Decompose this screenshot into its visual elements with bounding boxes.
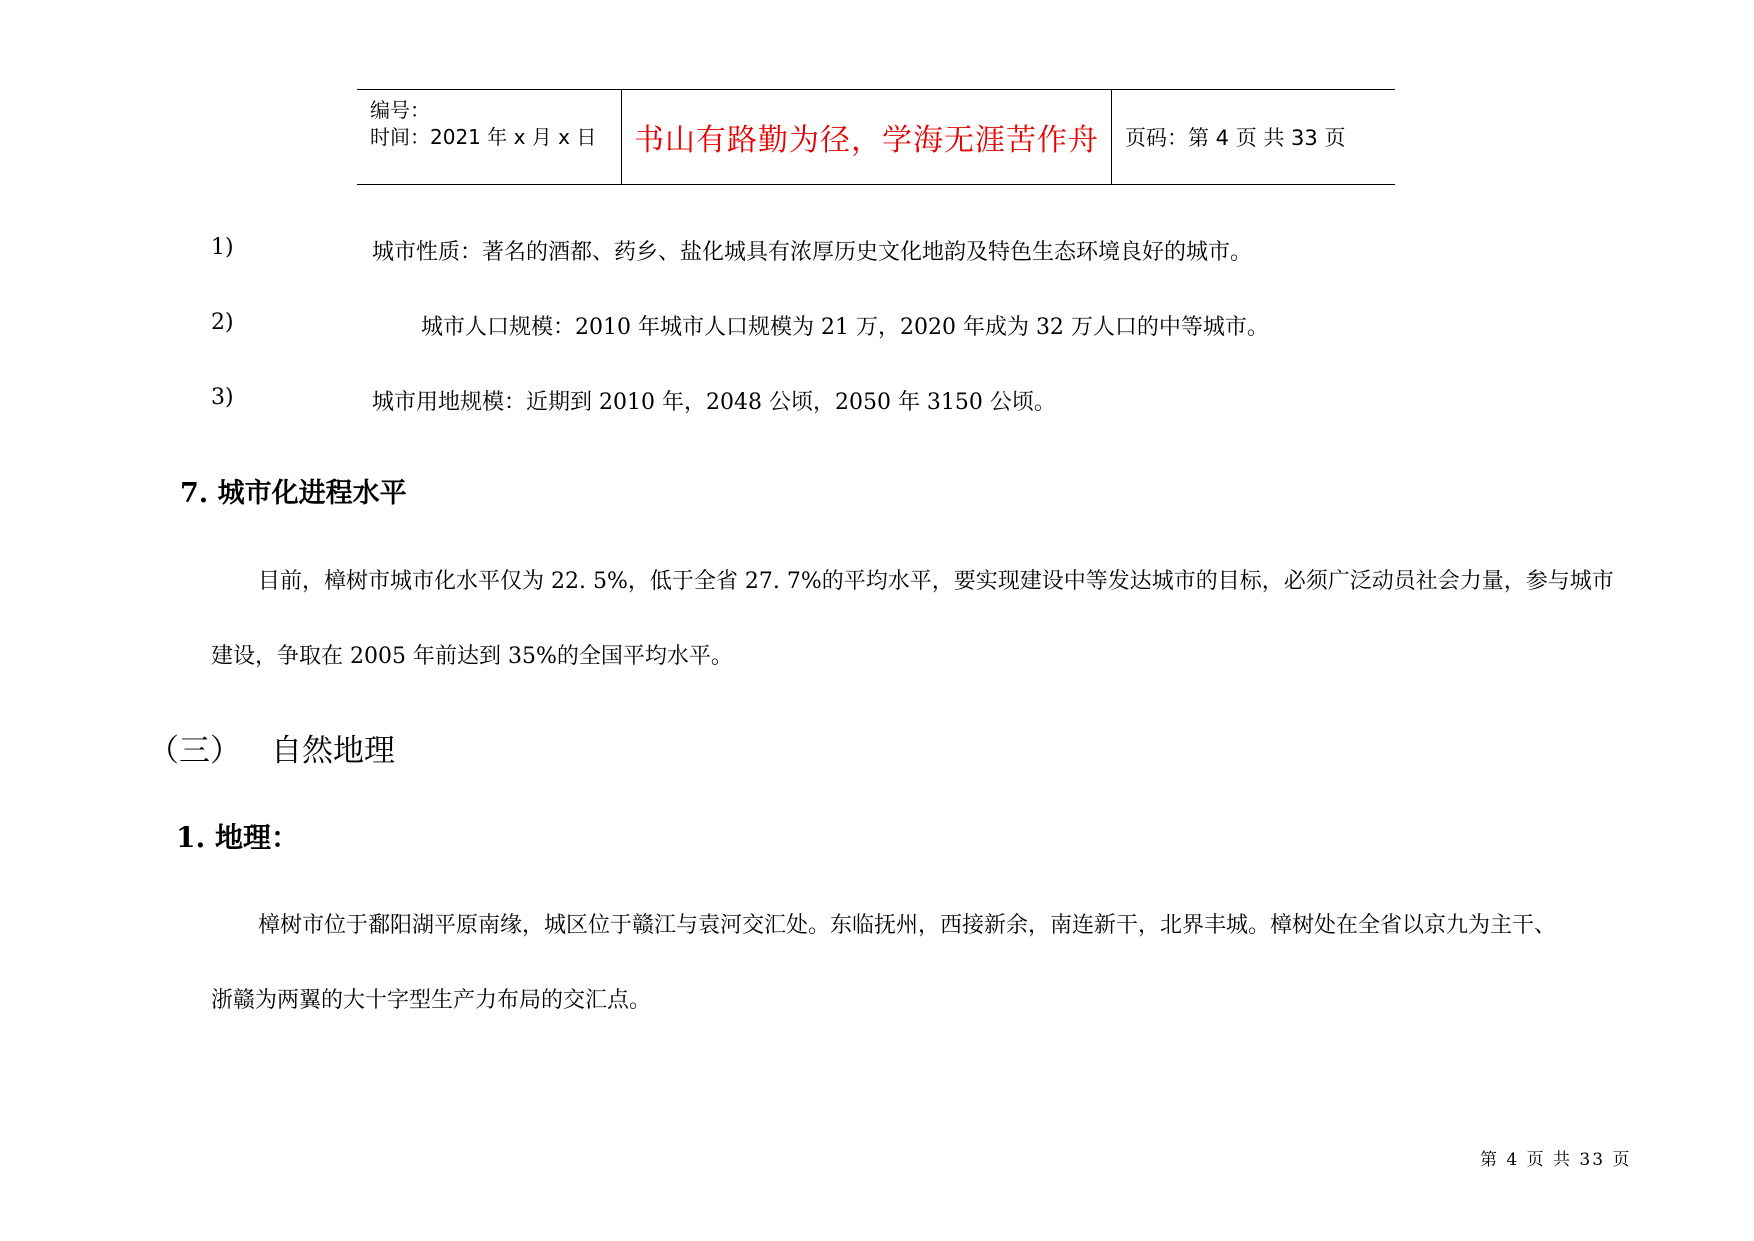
paragraph-line: 樟树市位于鄱阳湖平原南缘，城区位于赣江与袁河交汇处。东临抚州，西接新余，南连新干，北界丰城。樟树处在全省以京九为主干、: [258, 913, 1557, 938]
header-page-code: 页码：第 4 页 共 33 页: [1125, 126, 1346, 150]
section-number: （三）: [148, 733, 241, 769]
header-motto: 书山有路勤为径，学海无涯苦作舟: [634, 123, 1099, 158]
list-item-number: 2): [211, 310, 234, 335]
list-item-number: 3): [211, 385, 234, 410]
header-info-cell: [357, 90, 622, 184]
paragraph-line: 建设，争取在 2005 年前达到 35%的全国平均水平。: [211, 644, 733, 669]
paragraph-line: 目前，樟树市城市化水平仅为 22. 5%，低于全省 27. 7%的平均水平，要实现建设中等发达城市的目标，必须广泛动员社会力量，参与城市: [258, 569, 1614, 594]
section-heading-natural-geography: [148, 725, 395, 770]
paragraph-line: 浙赣为两翼的大十字型生产力布局的交汇点。: [211, 988, 652, 1013]
section-title: 自然地理: [271, 733, 395, 769]
list-item-text: 城市用地规模：近期到 2010 年，2048 公顷，2050 年 3150 公顷。: [372, 390, 1056, 415]
header-time-label: 时间：2021 年 x 月 x 日: [370, 125, 597, 149]
section-heading-urbanization: 7. 城市化进程水平: [180, 478, 407, 509]
document-header-table: [357, 89, 1395, 185]
list-item-number: 1): [211, 235, 234, 260]
page-footer: 第 4 页 共 33 页: [1480, 1150, 1632, 1170]
list-item-text: 城市性质：著名的酒都、药乡、盐化城具有浓厚历史文化地韵及特色生态环境良好的城市。: [372, 240, 1253, 265]
list-item-text: 城市人口规模：2010 年城市人口规模为 21 万，2020 年成为 32 万人口的中等城市。: [421, 315, 1269, 340]
header-motto-cell: [622, 90, 1112, 184]
header-number-label: 编号：: [370, 98, 430, 122]
subsection-heading-geography: 1. 地理：: [176, 821, 299, 854]
